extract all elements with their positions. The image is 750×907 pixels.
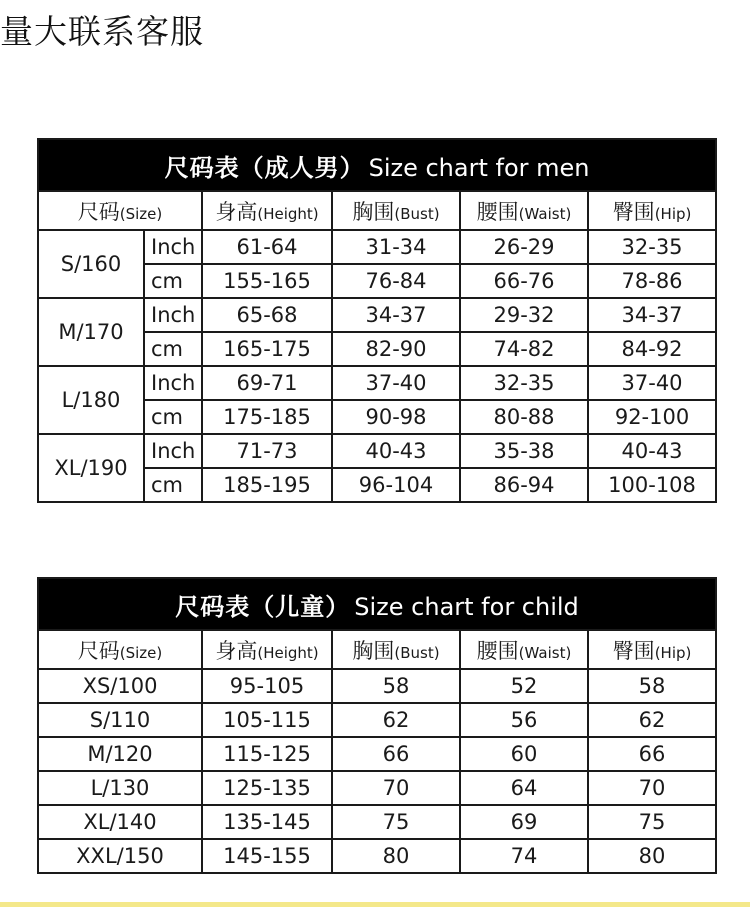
- height-value: 61-64: [202, 230, 332, 264]
- size-label: M/170: [38, 298, 144, 366]
- header-waist-cn: 腰围: [476, 638, 519, 663]
- bust-value: 58: [332, 669, 460, 703]
- header-hip: [588, 630, 716, 669]
- hip-value: 34-37: [588, 298, 716, 332]
- header-size: [38, 191, 202, 230]
- height-value: 71-73: [202, 434, 332, 468]
- hip-value: 80: [588, 839, 716, 873]
- hip-value: 37-40: [588, 366, 716, 400]
- header-size-cn: 尺码: [77, 199, 120, 224]
- table-row: [38, 805, 716, 839]
- height-value: 165-175: [202, 332, 332, 366]
- header-bust-cn: 胸围: [352, 199, 395, 224]
- bust-value: 76-84: [332, 264, 460, 298]
- bust-value: 34-37: [332, 298, 460, 332]
- header-bust: [332, 191, 460, 230]
- table-row: [38, 366, 716, 400]
- unit-label: Inch: [144, 230, 202, 264]
- hip-value: 84-92: [588, 332, 716, 366]
- size-label: L/130: [38, 771, 202, 805]
- height-value: 65-68: [202, 298, 332, 332]
- waist-value: 52: [460, 669, 588, 703]
- unit-label: cm: [144, 468, 202, 502]
- hip-value: 75: [588, 805, 716, 839]
- size-label: XL/140: [38, 805, 202, 839]
- size-label: L/180: [38, 366, 144, 434]
- header-size-en: (Size): [119, 643, 163, 662]
- table-row: [38, 230, 716, 264]
- height-value: 175-185: [202, 400, 332, 434]
- header-hip-en: (Hip): [654, 204, 692, 223]
- height-value: 155-165: [202, 264, 332, 298]
- hip-value: 92-100: [588, 400, 716, 434]
- child-chart-title-cn: 尺码表（儿童）: [175, 592, 351, 621]
- hip-value: 78-86: [588, 264, 716, 298]
- header-height-cn: 身高: [215, 638, 258, 663]
- header-hip-cn: 臀围: [612, 638, 655, 663]
- header-waist-en: (Waist): [518, 643, 572, 662]
- header-height: [202, 630, 332, 669]
- men-size-chart: [37, 138, 717, 503]
- header-waist-en: (Waist): [518, 204, 572, 223]
- waist-value: 26-29: [460, 230, 588, 264]
- waist-value: 69: [460, 805, 588, 839]
- child-chart-title-en: Size chart for child: [354, 592, 579, 621]
- unit-label: Inch: [144, 366, 202, 400]
- size-label: M/120: [38, 737, 202, 771]
- header-hip: [588, 191, 716, 230]
- waist-value: 60: [460, 737, 588, 771]
- bottom-accent-line: [0, 902, 750, 907]
- header-hip-cn: 臀围: [612, 199, 655, 224]
- bust-value: 62: [332, 703, 460, 737]
- bust-value: 40-43: [332, 434, 460, 468]
- header-height-en: (Height): [257, 204, 319, 223]
- men-chart-title-en: Size chart for men: [368, 153, 590, 182]
- header-height: [202, 191, 332, 230]
- size-label: S/110: [38, 703, 202, 737]
- child-chart-banner: [38, 578, 716, 630]
- size-label: XXL/150: [38, 839, 202, 873]
- men-chart-banner: [38, 139, 716, 191]
- table-row: [38, 771, 716, 805]
- size-label: XS/100: [38, 669, 202, 703]
- table-row: [38, 298, 716, 332]
- header-bust-cn: 胸围: [352, 638, 395, 663]
- men-header-row: [38, 191, 716, 230]
- bust-value: 96-104: [332, 468, 460, 502]
- header-size-cn: 尺码: [77, 638, 120, 663]
- table-row: [38, 669, 716, 703]
- hip-value: 66: [588, 737, 716, 771]
- height-value: 95-105: [202, 669, 332, 703]
- child-chart-title: [38, 578, 716, 630]
- bust-value: 37-40: [332, 366, 460, 400]
- table-row: [38, 839, 716, 873]
- height-value: 125-135: [202, 771, 332, 805]
- unit-label: cm: [144, 332, 202, 366]
- header-waist-cn: 腰围: [476, 199, 519, 224]
- unit-label: Inch: [144, 298, 202, 332]
- table-row: [38, 703, 716, 737]
- height-value: 69-71: [202, 366, 332, 400]
- size-label: S/160: [38, 230, 144, 298]
- hip-value: 70: [588, 771, 716, 805]
- waist-value: 64: [460, 771, 588, 805]
- men-chart-title-cn: 尺码表（成人男）: [164, 153, 365, 182]
- hip-value: 32-35: [588, 230, 716, 264]
- height-value: 105-115: [202, 703, 332, 737]
- hip-value: 100-108: [588, 468, 716, 502]
- unit-label: Inch: [144, 434, 202, 468]
- child-header-row: [38, 630, 716, 669]
- bust-value: 70: [332, 771, 460, 805]
- child-size-chart: [37, 577, 717, 874]
- men-chart-title: [38, 139, 716, 191]
- height-value: 115-125: [202, 737, 332, 771]
- header-height-en: (Height): [257, 643, 319, 662]
- bust-value: 80: [332, 839, 460, 873]
- waist-value: 66-76: [460, 264, 588, 298]
- header-size: [38, 630, 202, 669]
- unit-label: cm: [144, 400, 202, 434]
- bust-value: 66: [332, 737, 460, 771]
- hip-value: 40-43: [588, 434, 716, 468]
- waist-value: 29-32: [460, 298, 588, 332]
- waist-value: 86-94: [460, 468, 588, 502]
- waist-value: 32-35: [460, 366, 588, 400]
- height-value: 185-195: [202, 468, 332, 502]
- bust-value: 75: [332, 805, 460, 839]
- header-bust: [332, 630, 460, 669]
- waist-value: 80-88: [460, 400, 588, 434]
- header-bust-en: (Bust): [394, 643, 440, 662]
- waist-value: 56: [460, 703, 588, 737]
- table-row: [38, 737, 716, 771]
- waist-value: 35-38: [460, 434, 588, 468]
- height-value: 135-145: [202, 805, 332, 839]
- size-label: XL/190: [38, 434, 144, 502]
- bust-value: 90-98: [332, 400, 460, 434]
- hip-value: 58: [588, 669, 716, 703]
- bust-value: 82-90: [332, 332, 460, 366]
- page-title: 量大联系客服: [0, 12, 204, 51]
- waist-value: 74-82: [460, 332, 588, 366]
- header-hip-en: (Hip): [654, 643, 692, 662]
- header-size-en: (Size): [119, 204, 163, 223]
- waist-value: 74: [460, 839, 588, 873]
- height-value: 145-155: [202, 839, 332, 873]
- header-waist: [460, 630, 588, 669]
- unit-label: cm: [144, 264, 202, 298]
- bust-value: 31-34: [332, 230, 460, 264]
- table-row: [38, 434, 716, 468]
- header-height-cn: 身高: [215, 199, 258, 224]
- header-bust-en: (Bust): [394, 204, 440, 223]
- hip-value: 62: [588, 703, 716, 737]
- header-waist: [460, 191, 588, 230]
